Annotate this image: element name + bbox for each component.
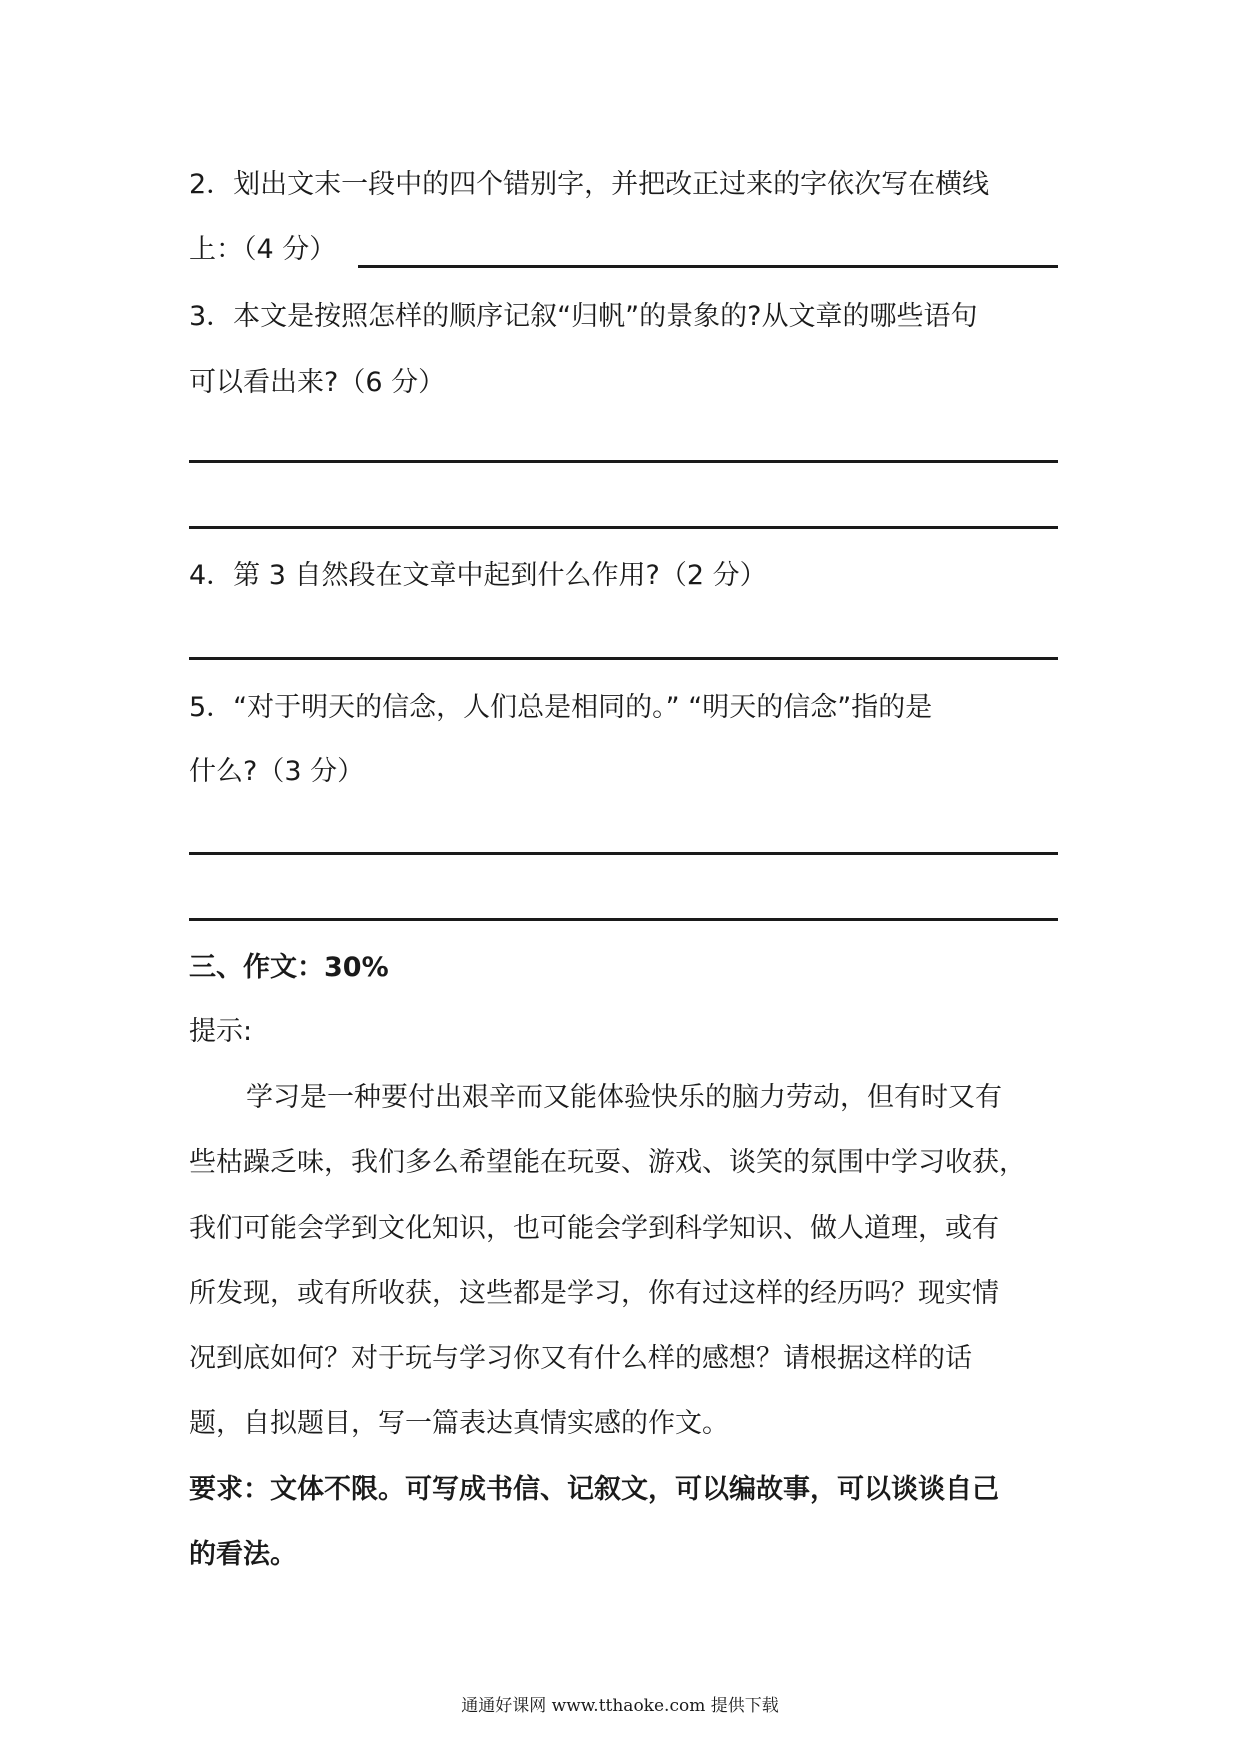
q2-line1: 2．划出文末一段中的四个错别字，并把改正过来的字依次写在横线 xyxy=(189,169,990,200)
q3-line1: 3．本文是按照怎样的顺序记叙“归帆”的景象的?从文章的哪些语句 xyxy=(189,301,978,332)
q3-line2: 可以看出来?（6 分） xyxy=(189,367,446,398)
q5-answer-line-1 xyxy=(189,852,1058,855)
hint-label: 提示: xyxy=(189,1016,253,1047)
requirement-line: 的看法。 xyxy=(189,1539,297,1570)
q2-answer-line xyxy=(358,265,1058,268)
prompt-line: 我们可能会学到文化知识，也可能会学到科学知识、做人道理，或有 xyxy=(189,1213,999,1244)
q4-answer-line xyxy=(189,657,1058,660)
prompt-line: 些枯躁乏味，我们多么希望能在玩耍、游戏、谈笑的氛围中学习收获， xyxy=(189,1147,1026,1178)
requirement-line: 要求：文体不限。可写成书信、记叙文，可以编故事，可以谈谈自己 xyxy=(189,1474,999,1505)
q5-answer-line-2 xyxy=(189,918,1058,921)
section3-heading: 三、作文：30% xyxy=(189,952,389,983)
prompt-line: 所发现，或有所收获，这些都是学习，你有过这样的经历吗？现实情 xyxy=(189,1278,999,1309)
prompt-line: 题，自拟题目，写一篇表达真情实感的作文。 xyxy=(189,1408,729,1439)
prompt-line: 学习是一种要付出艰辛而又能体验快乐的脑力劳动，但有时又有 xyxy=(246,1082,1002,1113)
q5-line2: 什么?（3 分） xyxy=(189,756,365,787)
q3-answer-line-1 xyxy=(189,460,1058,463)
prompt-line: 况到底如何？对于玩与学习你又有什么样的感想？请根据这样的话 xyxy=(189,1343,972,1374)
q5-line1: 5．“对于明天的信念，人们总是相同的。” “明天的信念”指的是 xyxy=(189,692,933,723)
q4-line1: 4．第 3 自然段在文章中起到什么作用?（2 分） xyxy=(189,560,767,591)
page-footer: 通通好课网 www.tthaoke.com 提供下载 xyxy=(461,1696,779,1716)
q3-answer-line-2 xyxy=(189,526,1058,529)
q2-line2: 上：（4 分） xyxy=(189,234,337,265)
